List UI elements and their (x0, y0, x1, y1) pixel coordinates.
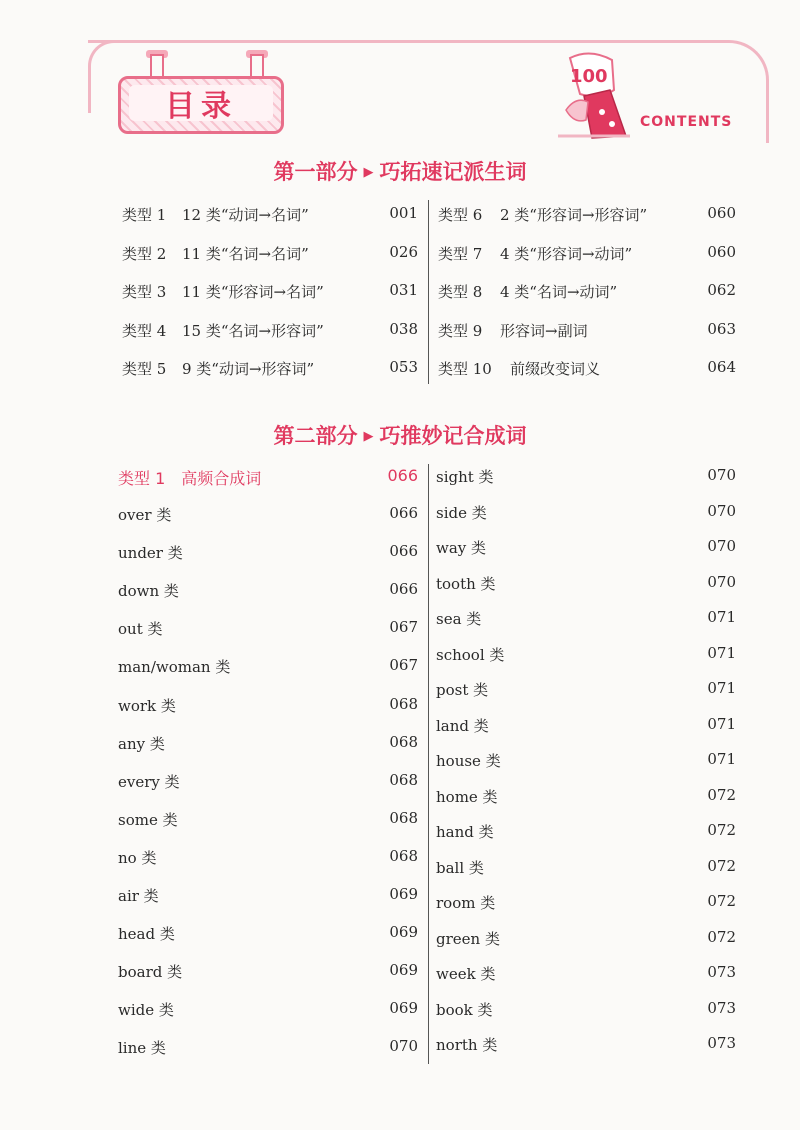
entry-page: 060 (707, 204, 736, 222)
entry-page: 071 (707, 750, 736, 768)
mascot-100-icon (540, 50, 640, 142)
toc-entry[interactable] (436, 1034, 736, 1070)
entry-label: over 类 (118, 506, 172, 525)
part1-heading-part: 第一部分 (273, 160, 358, 184)
entry-page: 070 (707, 572, 736, 591)
entry-type: 类型 4 (122, 321, 167, 340)
entry-type: 类型 9 (438, 321, 483, 340)
entry-label: out 类 (118, 620, 163, 639)
entry-desc: 11 类“形容词→名词” (182, 283, 324, 301)
toc-entry[interactable] (438, 358, 736, 397)
entry-label: tooth 类 (436, 574, 496, 593)
entry-label: way 类 (436, 539, 487, 557)
toc-entry[interactable] (118, 695, 418, 733)
toc-entry[interactable] (118, 885, 418, 923)
entry-desc: 2 类“形容词→形容词” (500, 206, 648, 224)
entry-label: any 类 (118, 734, 165, 753)
toc-entry[interactable] (118, 1037, 418, 1075)
toc-entry[interactable] (438, 320, 736, 359)
toc-entry[interactable] (118, 504, 418, 542)
toc-entry[interactable] (436, 466, 736, 502)
toc-entry[interactable] (122, 243, 418, 282)
entry-desc: 9 类“动词→形容词” (182, 360, 315, 378)
toc-entry[interactable] (118, 999, 418, 1037)
entry-page: 072 (707, 785, 736, 804)
contents-label: CONTENTS (640, 114, 733, 130)
toc-entry[interactable] (118, 961, 418, 999)
part1-heading (0, 156, 800, 186)
toc-entry[interactable] (118, 656, 418, 694)
toc-entry[interactable] (122, 358, 418, 397)
entry-page: 070 (707, 537, 736, 555)
entry-label: some 类 (118, 810, 178, 829)
entry-page: 069 (389, 923, 418, 942)
toc-entry[interactable] (436, 892, 736, 928)
entry-page: 053 (389, 358, 418, 376)
entry-page: 060 (707, 242, 736, 261)
svg-text:100: 100 (570, 66, 608, 87)
entry-page: 072 (707, 927, 736, 946)
entry-label: every 类 (118, 772, 180, 791)
part2-left-column (118, 466, 418, 1076)
entry-desc: 12 类“动词→名词” (182, 206, 309, 224)
part2-heading-title: 巧推妙记合成词 (379, 424, 527, 448)
header-frame-corner (88, 40, 121, 113)
toc-entry[interactable] (436, 999, 736, 1035)
entry-label: no 类 (118, 848, 157, 867)
toc-entry[interactable] (436, 786, 736, 822)
toc-entry[interactable] (436, 608, 736, 644)
toc-entry[interactable] (118, 733, 418, 771)
part2-heading (0, 420, 800, 450)
toc-entry-highlight[interactable] (118, 466, 418, 504)
entry-page: 062 (707, 281, 736, 299)
entry-label: north 类 (436, 1036, 498, 1054)
toc-entry[interactable] (436, 644, 736, 680)
entry-page: 070 (389, 1037, 418, 1056)
entry-page: 072 (707, 856, 736, 875)
entry-label: head 类 (118, 925, 175, 944)
entry-page: 068 (389, 808, 418, 827)
entry-label: line 类 (118, 1039, 166, 1058)
entry-page: 001 (389, 204, 418, 222)
entry-page: 066 (389, 542, 418, 561)
toc-entry[interactable] (436, 573, 736, 609)
entry-label: week 类 (436, 965, 496, 983)
entry-page: 068 (389, 846, 418, 865)
part1-heading-title: 巧拓速记派生词 (379, 160, 527, 184)
entry-page: 031 (389, 281, 418, 299)
entry-page: 066 (389, 504, 418, 523)
toc-entry[interactable] (118, 542, 418, 580)
toc-entry[interactable] (122, 320, 418, 359)
entry-label: side 类 (436, 503, 487, 522)
toc-entry[interactable] (436, 537, 736, 573)
entry-page: 069 (389, 999, 418, 1018)
entry-label: wide 类 (118, 1001, 174, 1020)
entry-page: 067 (389, 618, 418, 637)
entry-page: 066 (389, 580, 418, 599)
page-title: 目录 (165, 89, 237, 124)
entry-desc: 4 类“名词→动词” (500, 283, 618, 301)
entry-label: green 类 (436, 929, 500, 948)
toc-entry[interactable] (436, 502, 736, 538)
entry-page: 070 (707, 466, 736, 484)
entry-page: 071 (707, 714, 736, 733)
entry-page: 072 (707, 821, 736, 839)
toc-entry[interactable] (118, 923, 418, 961)
entry-page: 069 (389, 885, 418, 904)
entry-page: 026 (389, 242, 418, 261)
toc-entry[interactable] (438, 281, 736, 320)
entry-page: 073 (707, 998, 736, 1017)
entry-label: book 类 (436, 1000, 493, 1019)
toc-entry[interactable] (436, 679, 736, 715)
toc-entry[interactable] (436, 750, 736, 786)
entry-page: 066 (387, 466, 418, 485)
entry-label: under 类 (118, 544, 183, 563)
toc-entry[interactable] (118, 809, 418, 847)
entry-desc: 4 类“形容词→动词” (500, 244, 633, 263)
entry-type: 类型 8 (438, 283, 483, 301)
toc-entry[interactable] (436, 857, 736, 893)
toc-entry[interactable] (118, 847, 418, 885)
entry-label: air 类 (118, 887, 159, 906)
toc-entry[interactable] (436, 928, 736, 964)
toc-entry[interactable] (122, 281, 418, 320)
entry-label: home 类 (436, 787, 498, 806)
entry-label: hand 类 (436, 823, 494, 841)
entry-page: 038 (389, 319, 418, 338)
part1-left-column (122, 204, 418, 397)
entry-page: 068 (389, 694, 418, 713)
toc-entry[interactable] (436, 963, 736, 999)
entry-page: 071 (707, 679, 736, 697)
entry-label: post 类 (436, 681, 489, 699)
entry-desc: 前缀改变词义 (510, 360, 601, 378)
toc-entry[interactable] (436, 821, 736, 857)
entry-page: 068 (389, 732, 418, 751)
hanger-right (250, 54, 264, 76)
toc-entry[interactable] (118, 771, 418, 809)
entry-page: 064 (707, 358, 736, 376)
part2-heading-part: 第二部分 (273, 424, 358, 448)
toc-entry[interactable] (436, 715, 736, 751)
entry-page: 072 (707, 892, 736, 910)
entry-label: down 类 (118, 582, 179, 601)
entry-type: 类型 1 (122, 206, 167, 224)
toc-entry[interactable] (438, 243, 736, 282)
toc-entry[interactable] (122, 204, 418, 243)
part2-right-column (436, 466, 736, 1070)
entry-label: sea 类 (436, 610, 482, 628)
entry-type: 类型 3 (122, 283, 167, 301)
entry-page: 068 (389, 770, 418, 789)
toc-entry[interactable] (118, 618, 418, 656)
entry-label: man/woman 类 (118, 658, 231, 677)
entry-desc: 11 类“名词→名词” (182, 244, 309, 263)
entry-page: 073 (707, 963, 736, 981)
entry-label: board 类 (118, 963, 183, 982)
entry-page: 069 (389, 961, 418, 980)
entry-label: land 类 (436, 716, 489, 735)
entry-type: 类型 10 (438, 360, 492, 378)
triangle-right-icon: ▶ (363, 429, 374, 444)
entry-type: 类型 7 (438, 244, 483, 263)
part1-right-column (438, 204, 736, 397)
entry-type: 类型 6 (438, 206, 483, 224)
entry-label: work 类 (118, 696, 176, 715)
entry-label: room 类 (436, 894, 496, 912)
entry-label: house 类 (436, 752, 501, 770)
entry-desc: 形容词→副词 (500, 321, 588, 340)
entry-page: 070 (707, 501, 736, 520)
entry-desc: 高频合成词 (181, 469, 262, 488)
entry-page: 067 (389, 656, 418, 675)
entry-type: 类型 1 (118, 469, 166, 488)
column-divider (428, 200, 429, 384)
column-divider (428, 464, 429, 1064)
entry-label: sight 类 (436, 468, 494, 486)
hanger-left (150, 54, 164, 76)
entry-page: 073 (707, 1034, 736, 1052)
triangle-right-icon: ▶ (363, 165, 374, 180)
toc-entry[interactable] (438, 204, 736, 243)
entry-type: 类型 5 (122, 360, 167, 378)
entry-page: 071 (707, 608, 736, 626)
entry-desc: 15 类“名词→形容词” (182, 321, 324, 340)
entry-page: 063 (707, 319, 736, 338)
toc-entry[interactable] (118, 580, 418, 618)
entry-page: 071 (707, 643, 736, 662)
entry-label: school 类 (436, 645, 505, 664)
entry-label: ball 类 (436, 858, 484, 877)
entry-type: 类型 2 (122, 244, 167, 263)
title-sign (118, 76, 284, 134)
